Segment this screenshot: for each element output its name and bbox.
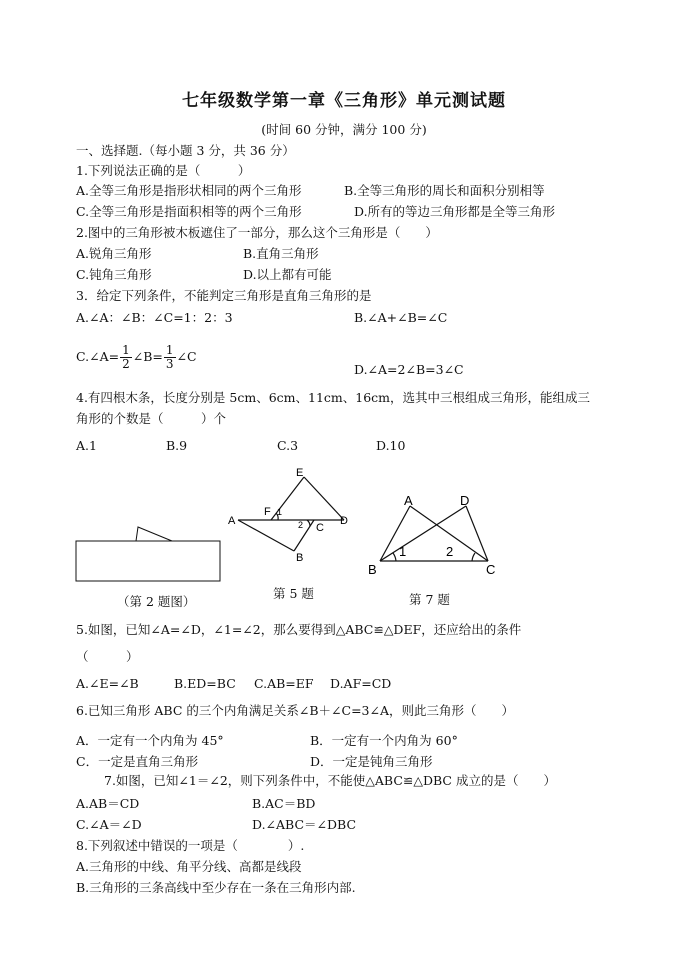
angle-2-arc	[307, 520, 310, 526]
q2-option-c: C.钝角三角形	[76, 267, 152, 282]
q7-stem: 7.如图，已知∠1＝∠2，则下列条件中，不能使△ABC≌△DBC 成立的是（ ）	[104, 773, 556, 788]
figure-7-caption: 第 7 题	[409, 592, 450, 607]
q1-stem: 1.下列说法正确的是（ ）	[76, 163, 251, 178]
q5-option-c: C.AB=EF	[254, 676, 314, 691]
q1-option-c: C.全等三角形是指面积相等的两个三角形	[76, 204, 302, 219]
label-b: B	[296, 552, 304, 564]
q3-stem: 3．给定下列条件，不能判定三角形是直角三角形的是	[76, 288, 372, 303]
q5-option-b: B.ED=BC	[174, 676, 236, 691]
label-e: E	[296, 467, 304, 479]
page-title: 七年级数学第一章《三角形》单元测试题	[182, 91, 506, 111]
label-d: D	[340, 515, 348, 527]
q4-option-c: C.3	[277, 438, 299, 453]
q3-option-b: B.∠A+∠B=∠C	[354, 310, 448, 325]
q7-option-d: D.∠ABC＝∠DBC	[252, 817, 357, 832]
fraction-denominator: 3	[165, 357, 174, 371]
q8-option-a: A.三角形的中线、角平分线、高都是线段	[76, 859, 302, 874]
angle-1-arc	[393, 553, 396, 561]
q5-stem-line2: （ ）	[76, 649, 139, 664]
angle-2-arc	[472, 553, 475, 561]
q6-option-b: B．一定有一个内角为 60°	[310, 733, 458, 748]
q3-option-c	[76, 337, 197, 377]
q8-stem: 8.下列叙述中错误的一项是（ ）.	[76, 838, 305, 853]
q4-option-b: B.9	[166, 438, 188, 453]
q4-stem-line2: 角形的个数是（ ）个	[76, 411, 227, 426]
q2-option-b: B.直角三角形	[243, 246, 319, 261]
q6-option-a: A．一定有一个内角为 45°	[76, 733, 224, 748]
label-c: C	[486, 562, 496, 577]
figure-5-diagram	[226, 465, 356, 573]
q5-option-d: D.AF=CD	[330, 676, 392, 691]
q7-option-c: C.∠A＝∠D	[76, 817, 142, 832]
fraction-denominator: 2	[122, 357, 130, 371]
q6-option-c: C．一定是直角三角形	[76, 754, 199, 769]
q4-option-d: D.10	[376, 438, 406, 453]
label-a: A	[404, 493, 413, 508]
label-f: F	[264, 506, 271, 518]
q4-stem-line1: 4.有四根木条，长度分别是 5cm、6cm、11cm、16cm，选其中三根组成三角形，能组成三	[76, 390, 591, 405]
q7-option-a: A.AB＝CD	[76, 796, 140, 811]
q8-option-b: B.三角形的三条高线中至少存在一条在三角形内部.	[76, 880, 356, 895]
section-heading: 一、选择题.（每小题 3 分，共 36 分）	[76, 143, 295, 158]
wooden-board	[76, 541, 220, 581]
q1-option-d: D.所有的等边三角形都是全等三角形	[354, 204, 556, 219]
fraction-one-half	[120, 344, 132, 371]
q1-option-a: A.全等三角形是指形状相同的两个三角形	[76, 183, 302, 198]
label-angle-1: 1	[399, 544, 407, 559]
fraction-numerator: 1	[122, 343, 130, 357]
q5-option-a: A.∠E=∠B	[76, 676, 139, 691]
q3-option-c-prefix: C.∠A=	[76, 349, 120, 364]
q3-option-a: A.∠A：∠B：∠C=1：2：3	[76, 310, 233, 325]
triangle-visible-part	[136, 527, 172, 541]
q5-stem-line1: 5.如图，已知∠A=∠D，∠1=∠2，那么要得到△ABC≌△DEF，还应给出的条件	[76, 622, 522, 637]
q2-stem: 2.图中的三角形被木板遮住了一部分，那么这个三角形是（ ）	[76, 225, 438, 240]
q6-stem: 6.已知三角形 ABC 的三个内角满足关系∠B＋∠C=3∠A，则此三角形（ ）	[76, 703, 515, 718]
label-b: B	[368, 562, 377, 577]
fraction-one-third	[164, 344, 176, 371]
figure-7-diagram	[366, 493, 506, 583]
label-c: C	[316, 522, 324, 534]
line-ab	[238, 520, 294, 551]
page-subtitle: (时间 60 分钟，满分 100 分)	[261, 122, 427, 137]
q6-option-d: D．一定是钝角三角形	[310, 754, 433, 769]
line-bc	[294, 520, 314, 551]
label-d: D	[460, 493, 470, 508]
q3-option-d: D.∠A=2∠B=3∠C	[354, 362, 464, 377]
q2-option-d: D.以上都有可能	[243, 267, 332, 282]
q4-option-a: A.1	[76, 438, 97, 453]
q3-option-c-mid: ∠B=	[132, 349, 163, 364]
figure-2-caption: （第 2 题图）	[117, 594, 196, 609]
q3-option-c-suffix: ∠C	[176, 349, 197, 364]
fraction-numerator: 1	[165, 343, 174, 357]
label-angle-2: 2	[446, 544, 454, 559]
label-a: A	[228, 515, 236, 527]
q1-option-b: B.全等三角形的周长和面积分别相等	[344, 183, 545, 198]
figure-5-caption: 第 5 题	[273, 586, 314, 601]
figure-2-board-triangle	[74, 522, 224, 586]
label-angle-1: 1	[277, 507, 283, 517]
q7-option-b: B.AC＝BD	[252, 796, 316, 811]
q2-option-a: A.锐角三角形	[76, 246, 152, 261]
line-ed	[304, 477, 344, 520]
label-angle-2: 2	[298, 520, 304, 530]
